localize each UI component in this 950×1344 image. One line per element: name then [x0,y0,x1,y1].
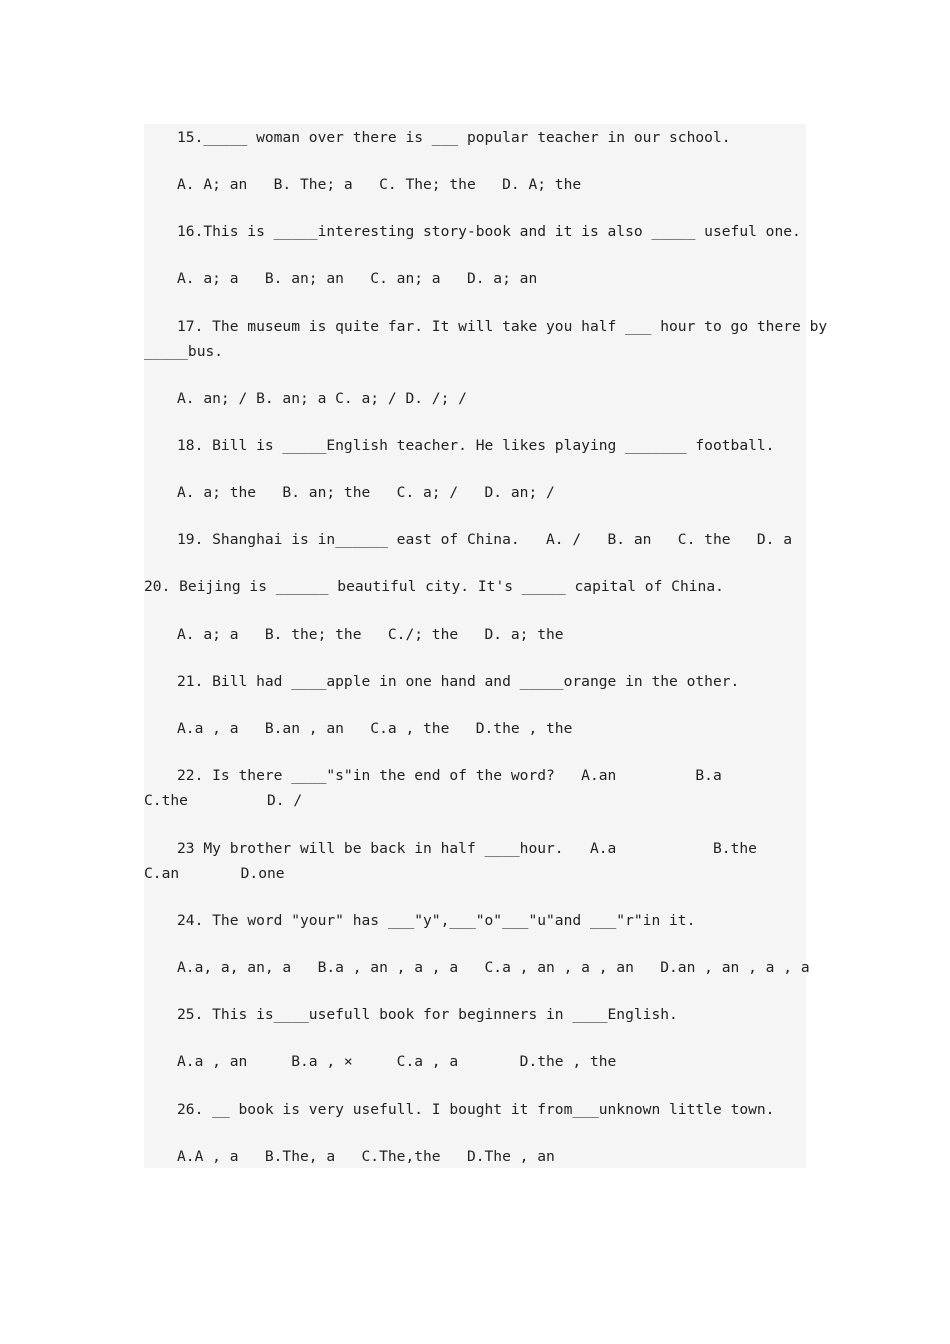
question-17-continued: _____bus. [144,343,224,360]
question-23: 23 My brother will be back in half ____hour. A.a B.the [177,840,757,857]
options-16: A. a; a B. an; an C. an; a D. a; an [177,270,538,287]
question-20: 20. Beijing is ______ beautiful city. It's _____ capital of China. [144,578,724,595]
question-26: 26. __ book is very usefull. I bought it from___unknown little town. [177,1101,775,1118]
options-18: A. a; the B. an; the C. a; / D. an; / [177,484,555,501]
options-15: A. A; an B. The; a C. The; the D. A; the [177,176,582,193]
question-16: 16.This is _____interesting story-book and it is also _____ useful one. [177,223,801,240]
question-24: 24. The word "your" has ___"y",___"o"___"u"and ___"r"in it. [177,912,696,929]
options-24: A.a, a, an, a B.a , an , a , a C.a , an , a , an D.an , an , a , a [177,959,810,976]
options-20: A. a; a B. the; the C./; the D. a; the [177,626,564,643]
question-23-continued: C.an D.one [144,865,285,882]
question-25: 25. This is____usefull book for beginners in ____English. [177,1006,678,1023]
question-19: 19. Shanghai is in______ east of China. A. / B. an C. the D. a [177,531,793,548]
question-22: 22. Is there ____"s"in the end of the word? A.an B.a [177,767,722,784]
question-18: 18. Bill is _____English teacher. He likes playing _______ football. [177,437,775,454]
question-15: 15._____ woman over there is ___ popular teacher in our school. [177,129,731,146]
options-17: A. an; / B. an; a C. a; / D. /; / [177,390,467,407]
options-21: A.a , a B.an , an C.a , the D.the , the [177,720,573,737]
question-22-continued: C.the D. / [144,792,303,809]
question-21: 21. Bill had ____apple in one hand and _____orange in the other. [177,673,740,690]
options-26: A.A , a B.The, a C.The,the D.The , an [177,1148,555,1165]
options-25: A.a , an B.a , × C.a , a D.the , the [177,1053,617,1070]
document-body [144,124,828,1168]
question-17: 17. The museum is quite far. It will take you half ___ hour to go there by [177,318,828,335]
